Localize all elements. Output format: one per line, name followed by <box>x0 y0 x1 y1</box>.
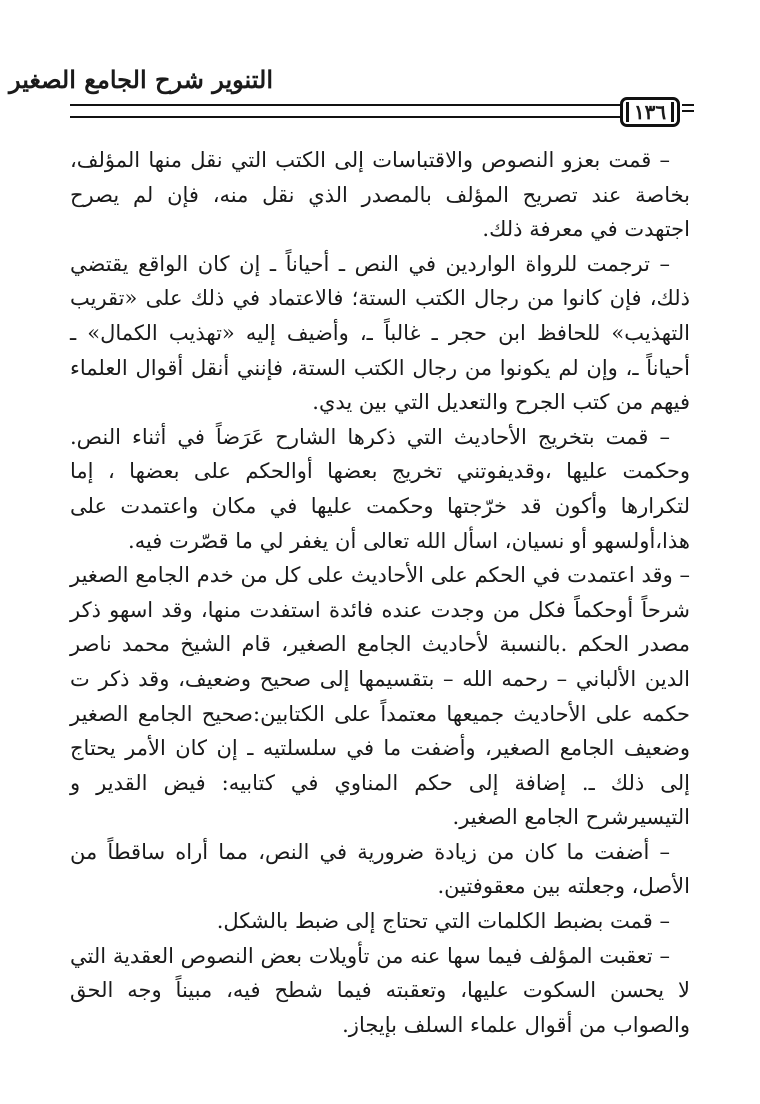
paragraph-hadith-takhrij: – قمت بتخريج الأحاديث التي ذكرها الشارح عَرَضاً في أثناء النص. وحكمت عليها ،وقديفوتني تخريج بعضها أوالحكم على بعضها ، إما لتكرارها وأكون قد خرّجتها وحكمت عليها في مكان واعتمدت على هذا،أولسهو أو نسيان، اسأل الله تعالى أن يغفر لي ما قصّرت فيه. <box>70 424 691 553</box>
header-rule-bottom <box>70 116 635 118</box>
running-title: التنوير شرح الجامع الصغير <box>9 65 273 94</box>
header-rule-top <box>70 104 635 106</box>
paragraph-narrator-biographies: – ترجمت للرواة الواردين في النص ـ أحياناً ـ إن كان الواقع يقتضي ذلك، فإن كانوا من رجال الكتب الستة؛ فالاعتماد في ذلك على «تقريب التهذيب» للحافظ ابن حجر ـ غالباً ـ، وأضيف إليه «تهذيب الكمال» ـ أحياناً ـ، وإن لم يكونوا من رجال الكتب الستة، فإنني أنقل أقوال العلماء فيهم من كتب الجرح والتعديل التي بين يدي. <box>70 251 690 415</box>
page-number-box <box>620 97 680 127</box>
page-body <box>70 143 690 1042</box>
paragraph-source-attribution: – قمت بعزو النصوص والاقتباسات إلى الكتب التي نقل منها المؤلف، بخاصة عند تصريح المؤلف بالمصدر الذي نقل منه، فإن لم يصرح اجتهدت في معرفة ذلك. <box>70 148 690 242</box>
header-rule-end-mark <box>682 102 694 116</box>
paragraph-hadith-grading: – وقد اعتمدت في الحكم على الأحاديث على كل من خدم الجامع الصغير شرحاً أوحكماً فكل من وجدت عنده فائدة استفدت منها، وقد اسهو ذكر مصدر الحكم .بالنسبة لأحاديث الجامع الصغير، قام الشيخ محمد ناصر الدين الألباني – رحمه الله – بتقسيمها إلى صحيح وضعيف، وقد ذكر ت حكمه على الأحاديث جميعها معتمداً على الكتابين:صحيح الجامع الصغير وضعيف الجامع الصغير، وأضفت ما في سلسلتيه ـ إن كان الأمر يحتاج إلى ذلك ـ. إضافة إلى حكم المناوي في كتابيه: فيض القدير و التيسيرشرح الجامع الصغير. <box>70 563 691 830</box>
paragraph-vocalization: – قمت بضبط الكلمات التي تحتاج إلى ضبط بالشكل. <box>216 909 670 934</box>
page-number-frame-left <box>626 102 629 122</box>
page-number-frame-right <box>671 102 674 122</box>
page-number: ١٣٦ <box>633 100 667 124</box>
paragraph-creedal-notes: – تعقبت المؤلف فيما سها عنه من تأويلات بعض النصوص العقدية التي لا يحسن السكوت عليها، وتعقبته فيما شطح فيه، مبيناً وجه الحق والصواب من أقوال علماء السلف بإيجاز. <box>70 943 690 1037</box>
paragraph-additions: – أضفت ما كان من زيادة ضرورية في النص، مما أراه ساقطاً من الأصل، وجعلته بين معقوفتين. <box>70 839 690 899</box>
